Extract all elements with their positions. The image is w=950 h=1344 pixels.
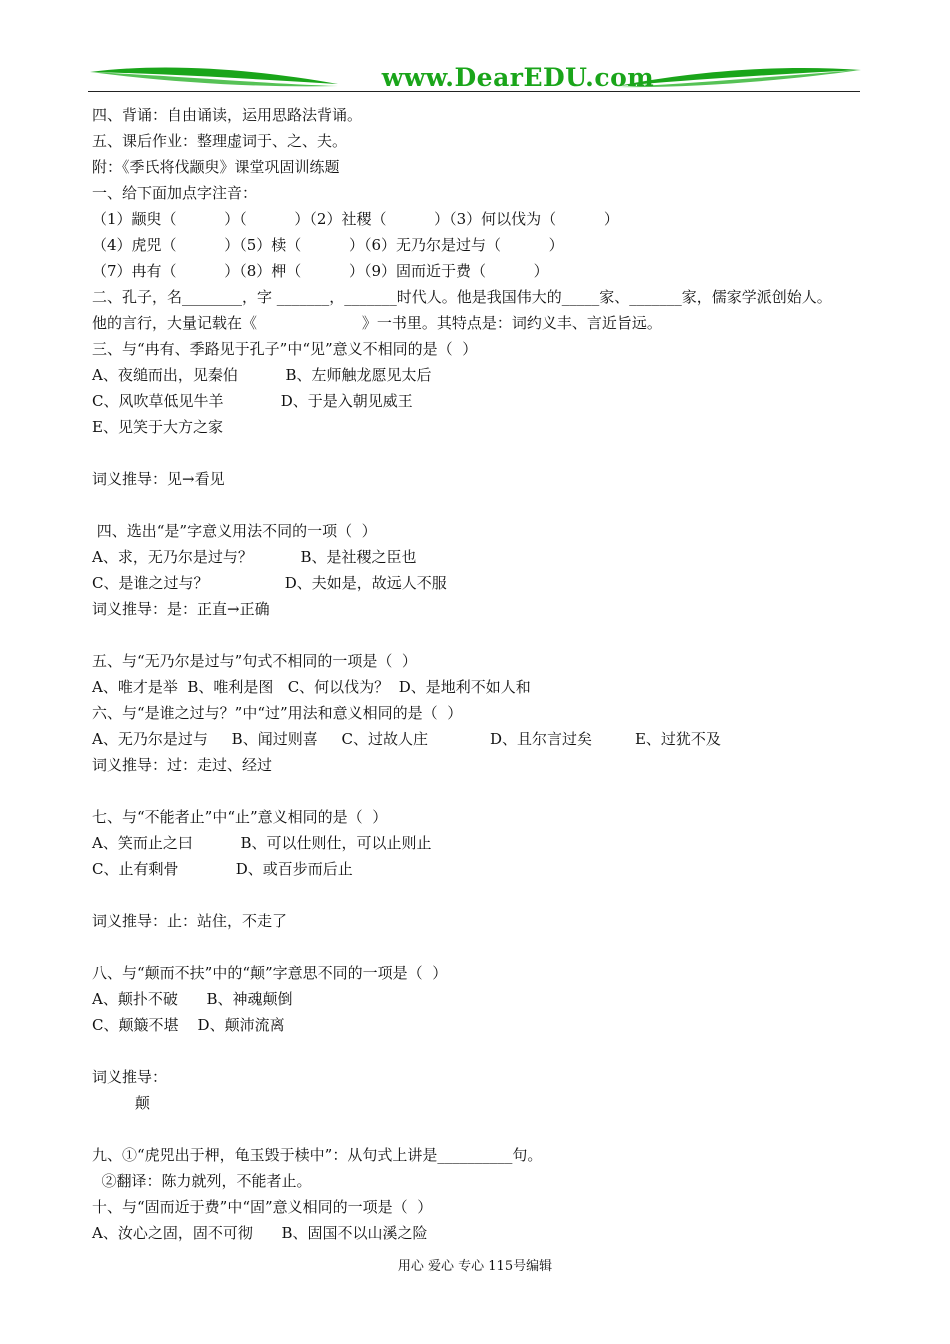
text-line: C、止有剩骨 D、或百步而后止: [92, 860, 353, 878]
text-line: [92, 440, 882, 466]
text-line: 颠: [92, 1094, 150, 1112]
text-line: 词义推导：是：正直→正确: [92, 600, 270, 618]
text-line: C、风吹草低见牛羊 D、于是入朝见威王: [92, 392, 413, 410]
text-line: 八、与“颠而不扶”中的“颠”字意思不同的一项是（ ）: [92, 964, 448, 982]
text-line: ②翻译：陈力就列，不能者止。: [92, 1172, 312, 1190]
text-line: 词义推导：止：站住，不走了: [92, 912, 288, 930]
text-line: A、笑而止之曰 B、可以仕则仕，可以止则止: [92, 834, 432, 852]
text-line: [92, 934, 882, 960]
text-line: A、夜缒而出，见秦伯 B、左师触龙愿见太后: [92, 366, 432, 384]
text-line: 九、①“虎兕出于柙，龟玉毁于椟中”：从句式上讲是__________句。: [92, 1146, 543, 1164]
text-line: [92, 778, 882, 804]
text-line: 六、与“是谁之过与？”中“过”用法和意义相同的是（ ）: [92, 704, 463, 722]
text-line: 四、背诵：自由诵读，运用思路法背诵。: [92, 106, 363, 124]
text-line: [92, 1038, 882, 1064]
text-line: 四、选出“是”字意义用法不同的一项（ ）: [92, 522, 377, 540]
text-line: E、见笑于大方之家: [92, 418, 223, 436]
text-line: [92, 1116, 882, 1142]
text-line: 词义推导：过：走过、经过: [92, 756, 273, 774]
page-footer: 用心 爱心 专心 115号编辑: [397, 1259, 553, 1274]
text-line: 他的言行，大量记载在《 》一书里。其特点是：词约义丰、言近旨远。: [92, 314, 662, 332]
text-line: C、是谁之过与？ D、夫如是，故远人不服: [92, 574, 447, 592]
text-line: 七、与“不能者止”中“止”意义相同的是（ ）: [92, 808, 388, 826]
text-line: A、唯才是举 B、唯利是图 C、何以伐为？ D、是地利不如人和: [92, 678, 531, 696]
text-line: 词义推导：见→看见: [92, 470, 225, 488]
site-banner: [88, 62, 863, 94]
text-line: （4）虎兕（ ）（5）椟（ ）（6）无乃尔是过与（ ）: [92, 236, 564, 254]
text-line: [92, 622, 882, 648]
text-line: A、求，无乃尔是过与？ B、是社稷之臣也: [92, 548, 417, 566]
text-line: 三、与“冉有、季路见于孔子”中“见”意义不相同的是（ ）: [92, 340, 478, 358]
text-line: [92, 882, 882, 908]
text-line: A、颠扑不破 B、神魂颠倒: [92, 990, 293, 1008]
text-line: 十、与“固而近于费”中“固”意义相同的一项是（ ）: [92, 1198, 433, 1216]
text-line: A、无乃尔是过与 B、闻过则喜 C、过故人庄 D、且尔言过矣 E、过犹不及: [92, 730, 721, 748]
text-line: （7）冉有（ ）（8）柙（ ）（9）固而近于费（ ）: [92, 262, 549, 280]
document-body: [92, 102, 882, 1246]
text-line: A、汝心之固，固不可彻 B、固国不以山溪之险: [92, 1224, 428, 1242]
text-line: 二、孔子，名________，字 _______，_______时代人。他是我国伟大的_____家、_______家，儒家学派创始人。: [92, 288, 832, 306]
site-name: www.DearEDU.com: [381, 63, 655, 92]
text-line: 五、课后作业：整理虚词于、之、夫。: [92, 132, 348, 150]
text-line: 五、与“无乃尔是过与”句式不相同的一项是（ ）: [92, 652, 417, 670]
text-line: 一、给下面加点字注音：: [92, 184, 258, 202]
text-line: C、颠簸不堪 D、颠沛流离: [92, 1016, 285, 1034]
text-line: 词义推导：: [92, 1068, 168, 1086]
header-rule: [88, 91, 860, 92]
text-line: （1）颛臾（ ）（ ）（2）社稷（ ）（3）何以伐为（ ）: [92, 210, 619, 228]
text-line: 附：《季氏将伐颛臾》课堂巩固训练题: [92, 158, 340, 176]
text-line: [92, 492, 882, 518]
